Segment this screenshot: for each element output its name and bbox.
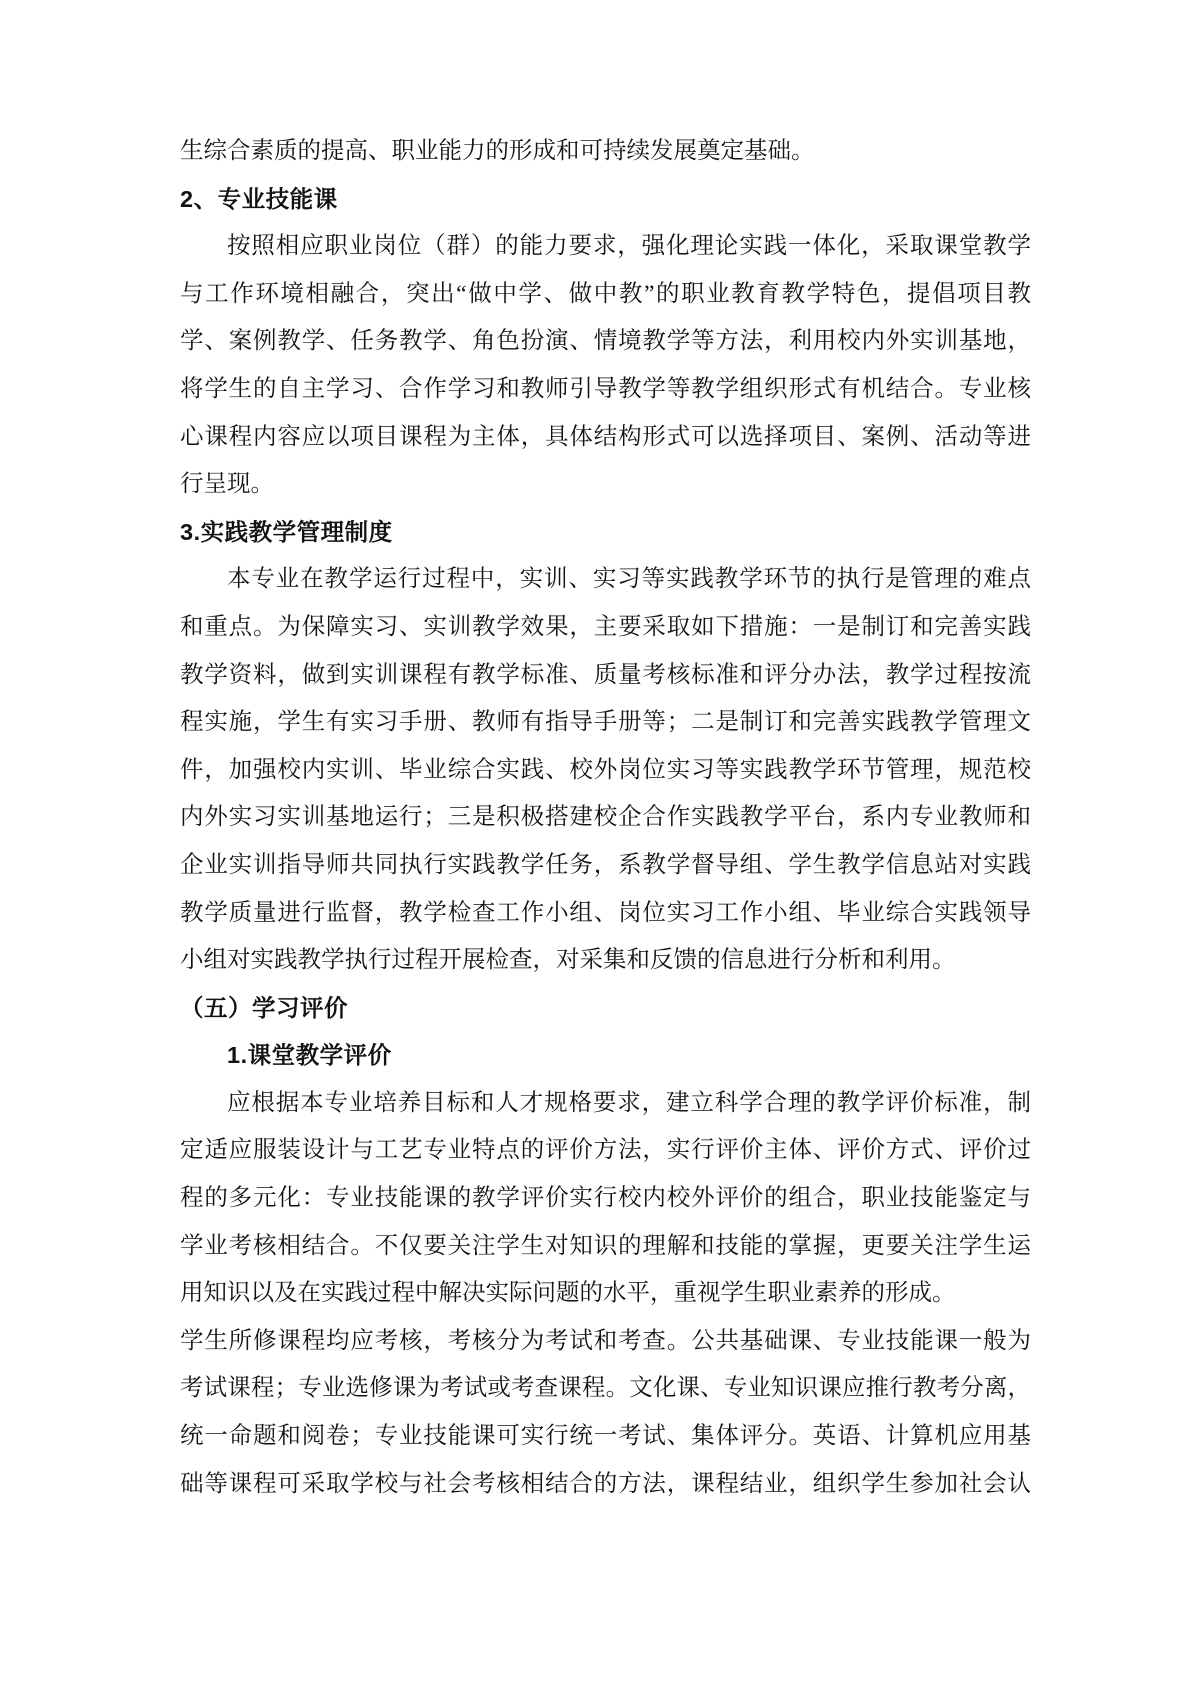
text-line: 与工作环境相融合，突出“做中学、做中教”的职业教育教学特色，提倡项目教	[180, 280, 1031, 307]
text-line: 学生所修课程均应考核，考核分为考试和考查。公共基础课、专业技能课一般为	[180, 1327, 1031, 1354]
text-line: 学业考核相结合。不仅要关注学生对知识的理解和技能的掌握，更要关注学生运	[180, 1232, 1031, 1259]
heading-line: 2、专业技能课	[180, 185, 338, 212]
text-line: 教学质量进行监督，教学检查工作小组、岗位实习工作小组、毕业综合实践领导	[180, 899, 1031, 926]
text-line: 学、案例教学、任务教学、角色扮演、情境教学等方法，利用校内外实训基地，	[180, 328, 1031, 355]
text-line: 本专业在教学运行过程中，实训、实习等实践教学环节的执行是管理的难点	[227, 566, 1031, 593]
text-line: 应根据本专业培养目标和人才规格要求，建立科学合理的教学评价标准，制	[227, 1089, 1031, 1116]
heading-line: （五）学习评价	[180, 994, 348, 1021]
text-line: 件，加强校内实训、毕业综合实践、校外岗位实习等实践教学环节管理，规范校	[180, 756, 1031, 783]
text-line: 将学生的自主学习、合作学习和教师引导教学等教学组织形式有机结合。专业核	[180, 375, 1031, 402]
text-line: 础等课程可采取学校与社会考核相结合的方法，课程结业，组织学生参加社会认	[180, 1470, 1031, 1497]
text-line: 按照相应职业岗位（群）的能力要求，强化理论实践一体化，采取课堂教学	[227, 233, 1031, 260]
text-line: 教学资料，做到实训课程有教学标准、质量考核标准和评分办法，教学过程按流	[180, 661, 1031, 688]
text-line: 心课程内容应以项目课程为主体，具体结构形式可以选择项目、案例、活动等进	[180, 423, 1031, 450]
text-line: 用知识以及在实践过程中解决实际问题的水平，重视学生职业素养的形成。	[180, 1280, 956, 1307]
text-line: 行呈现。	[180, 471, 274, 498]
text-line: 企业实训指导师共同执行实践教学任务，系教学督导组、学生教学信息站对实践	[180, 851, 1031, 878]
document-body	[180, 128, 1031, 1508]
heading-line: 1.课堂教学评价	[227, 1042, 392, 1069]
heading-line: 3.实践教学管理制度	[180, 518, 393, 545]
text-line: 程的多元化：专业技能课的教学评价实行校内校外评价的组合，职业技能鉴定与	[180, 1185, 1031, 1212]
text-line: 程实施，学生有实习手册、教师有指导手册等；二是制订和完善实践教学管理文	[180, 709, 1031, 736]
text-line: 定适应服装设计与工艺专业特点的评价方法，实行评价主体、评价方式、评价过	[180, 1137, 1031, 1164]
text-line: 和重点。为保障实习、实训教学效果，主要采取如下措施：一是制订和完善实践	[180, 613, 1031, 640]
text-line: 考试课程；专业选修课为考试或考查课程。文化课、专业知识课应推行教考分离，	[180, 1375, 1031, 1402]
text-line: 统一命题和阅卷；专业技能课可实行统一考试、集体评分。英语、计算机应用基	[180, 1423, 1031, 1450]
text-line: 生综合素质的提高、职业能力的形成和可持续发展奠定基础。	[180, 138, 815, 164]
text-line: 内外实习实训基地运行；三是积极搭建校企合作实践教学平台，系内专业教师和	[180, 804, 1031, 831]
text-line: 小组对实践教学执行过程开展检查，对采集和反馈的信息进行分析和利用。	[180, 947, 956, 974]
